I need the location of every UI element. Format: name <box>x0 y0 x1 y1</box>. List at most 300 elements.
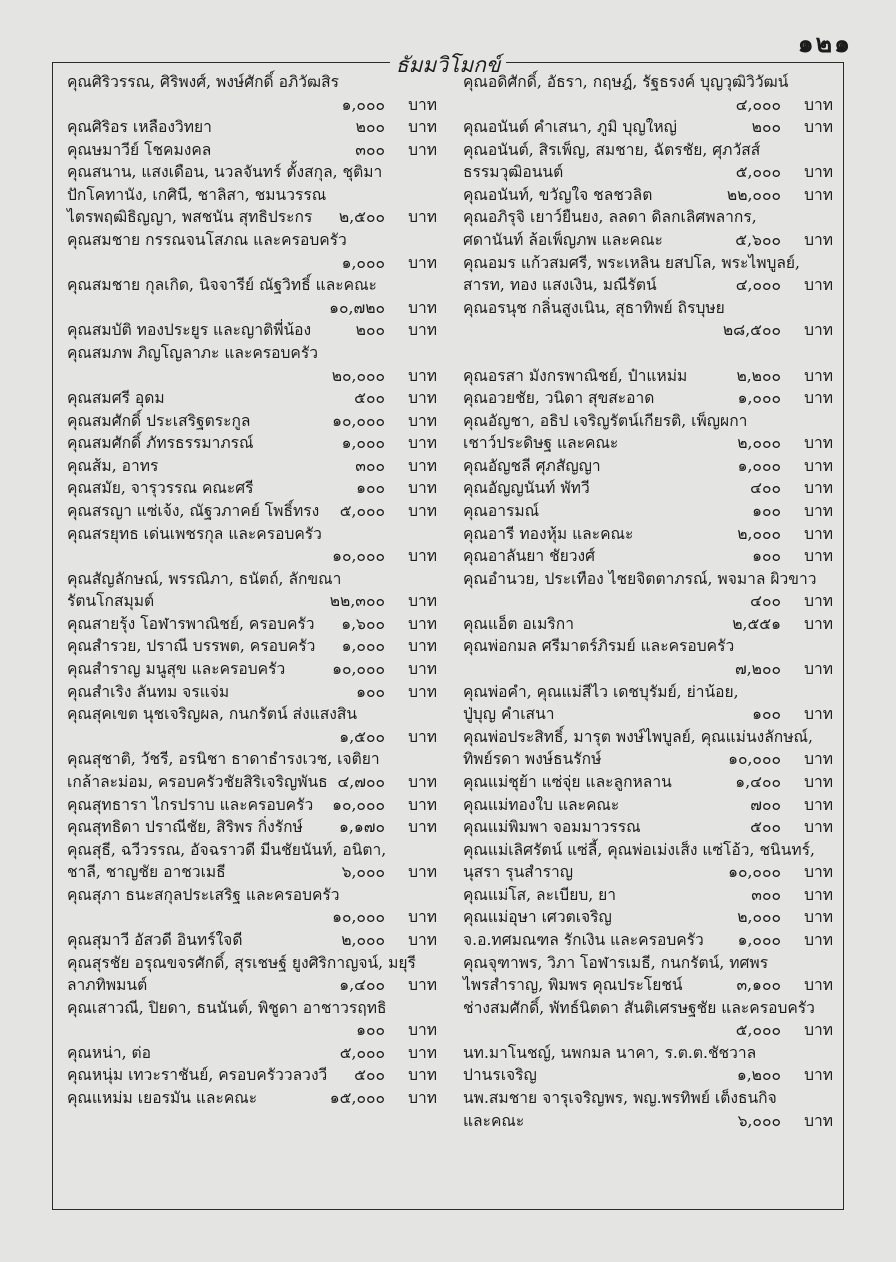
donor-line <box>67 229 437 252</box>
donor-line <box>67 297 437 320</box>
donor-line <box>67 477 437 500</box>
currency-unit: บาท <box>408 479 437 498</box>
donation-amount: ๑๐,๐๐๐ <box>332 908 385 927</box>
currency-unit: บาท <box>804 501 833 520</box>
donation-amount: ๒,๐๐๐ <box>737 524 781 543</box>
donor-line <box>463 1019 833 1042</box>
currency-unit: บาท <box>408 660 437 679</box>
donation-amount: ๑,๐๐๐ <box>341 637 385 656</box>
header-title: ธัมมวิโมกข์ <box>390 53 507 77</box>
donation-amount: ๒๐๐ <box>355 321 385 340</box>
donation-amount: ๑๐,๐๐๐ <box>728 750 781 769</box>
donation-amount: ๑๐,๐๐๐ <box>332 660 385 679</box>
right-donor-column <box>463 71 833 1132</box>
currency-unit: บาท <box>408 298 437 317</box>
donor-name: คุณสมศักดิ์ ภัทรธรรมาภรณ์ <box>67 434 254 453</box>
donor-line <box>463 816 833 839</box>
donor-line <box>67 816 437 839</box>
donation-amount: ๒๘,๕๐๐ <box>722 321 781 340</box>
currency-unit: บาท <box>804 1021 833 1040</box>
donor-name: คุณพ่อประสิทธิ์, มารุต พงษ์ไพบูลย์, คุณแม่นงลักษณ์, <box>463 727 813 746</box>
donor-name: คุณอัญชลี ศุภสัญญา <box>463 456 601 475</box>
currency-unit: บาท <box>804 976 833 995</box>
donor-line <box>463 974 833 997</box>
donor-line <box>67 997 437 1020</box>
donation-amount: ๑๐๐ <box>356 682 385 701</box>
donor-line <box>463 319 833 342</box>
donor-line <box>463 206 833 229</box>
donation-amount: ๑๕,๐๐๐ <box>329 1089 385 1108</box>
donation-amount: ๑,๔๐๐ <box>339 976 385 995</box>
currency-unit: บาท <box>408 389 437 408</box>
donor-name: คุณสุมาวี อัสวดี อินทร์ใจดี <box>67 930 243 949</box>
donor-name: คุณเสาวณี, ปิยดา, ธนนันต์, พิชูดา อาชาวรฤทธิ <box>67 998 387 1017</box>
donor-line <box>67 206 437 229</box>
donor-line <box>463 884 833 907</box>
donor-name: คุณสำเริง ลันทม จรแจ่ม <box>67 682 230 701</box>
donor-line <box>463 681 833 704</box>
currency-unit: บาท <box>408 1021 437 1040</box>
donation-amount: ๕,๐๐๐ <box>735 1021 781 1040</box>
donation-amount: ๑๐,๐๐๐ <box>728 863 781 882</box>
currency-unit: บาท <box>804 118 833 137</box>
donor-line <box>463 929 833 952</box>
donor-name: ช่างสมศักดิ์, พัทธ์นิตดา สันติเศรษฐชัย และครอบครัว <box>463 998 815 1017</box>
donation-amount: ๒,๐๐๐ <box>737 908 781 927</box>
currency-unit: บาท <box>804 592 833 611</box>
donor-line <box>463 861 833 884</box>
donor-name: คุณษมาวีย์ โชคมงคล <box>67 140 212 159</box>
donor-name: คุณอาลันยา ชัยวงศ์ <box>463 547 596 566</box>
donor-name: คุณแม่อุษา เศวตเจริญ <box>463 908 612 927</box>
donor-name: คุณสมบัติ ทองประยูร และญาติพี่น้อง <box>67 321 312 340</box>
donor-line <box>463 1042 833 1065</box>
donor-name: คุณแม่ทองใบ และคณะ <box>463 795 620 814</box>
donor-line <box>67 906 437 929</box>
donor-line <box>463 568 833 591</box>
donation-amount: ๔,๐๐๐ <box>735 95 781 114</box>
donation-amount: ๕,๐๐๐ <box>339 1043 385 1062</box>
donor-line <box>463 794 833 817</box>
donor-line <box>67 681 437 704</box>
donor-line <box>463 658 833 681</box>
donor-line <box>67 500 437 523</box>
donation-amount: ๔๐๐ <box>750 479 781 498</box>
donor-line <box>463 477 833 500</box>
donor-name: ไตรพฤฒิธิญญา, พสชนัน สุทธิประกร <box>67 208 313 227</box>
currency-unit: บาท <box>408 95 437 114</box>
donor-line <box>463 1087 833 1110</box>
donor-name: คุณสุรชัย อรุณขจรศักดิ์, สุรเชษฐ์ ยูงศิริกาญจน์, มยุรี <box>67 953 416 972</box>
donor-name: คุณอรนุช กลิ่นสูงเนิน, สุธาทิพย์ ถิรบุษย <box>463 298 725 317</box>
donor-line <box>67 771 437 794</box>
donor-name: คุณสำรวย, ปราณี บรรพต, ครอบครัว <box>67 637 316 656</box>
donor-line <box>67 274 437 297</box>
donor-name: นท.มาโนชญ์, นพกมล นาคา, ร.ต.ต.ชัชวาล <box>463 1043 757 1062</box>
donation-amount: ๑๐,๗๒๐ <box>329 298 385 317</box>
donor-line <box>67 590 437 613</box>
donor-line <box>67 1019 437 1042</box>
donor-name: คุณพ่อคำ, คุณแม่สีไว เดชบุรัมย์, ย่าน้อย, <box>463 682 739 701</box>
donor-line <box>463 184 833 207</box>
donor-name: และคณะ <box>463 1111 525 1130</box>
donation-amount: ๑๐๐ <box>356 479 385 498</box>
currency-unit: บาท <box>408 118 437 137</box>
donation-amount: ๕,๐๐๐ <box>735 163 781 182</box>
donor-line <box>463 906 833 929</box>
currency-unit: บาท <box>408 456 437 475</box>
currency-unit: บาท <box>408 637 437 656</box>
donor-line <box>463 229 833 252</box>
donation-amount: ๒,๕๐๐ <box>338 208 385 227</box>
donor-line <box>463 365 833 388</box>
donor-line <box>463 432 833 455</box>
donor-line <box>67 319 437 342</box>
currency-unit: บาท <box>408 682 437 701</box>
donation-amount: ๗,๒๐๐ <box>735 660 781 679</box>
donor-name: คุณจุฑาพร, วิภา โอฬารเมธี, กนกรัตน์, ทศพร <box>463 953 769 972</box>
currency-unit: บาท <box>408 614 437 633</box>
currency-unit: บาท <box>804 95 833 114</box>
currency-unit: บาท <box>804 750 833 769</box>
donor-line <box>463 71 833 94</box>
donation-amount: ๑๐,๐๐๐ <box>332 795 385 814</box>
donation-amount: ๖,๐๐๐ <box>341 863 385 882</box>
donation-amount: ๗๐๐ <box>750 795 781 814</box>
donor-line <box>67 726 437 749</box>
donor-name: นพ.สมชาย จารุเจริญพร, พญ.พรทิพย์ เต็งธนกิจ <box>463 1089 777 1108</box>
donor-name: คุณอัญชา, อธิป เจริญรัตน์เกียรติ, เพ็ญผกา <box>463 411 748 430</box>
donor-name: จ.อ.ทศมณฑล รักเงิน และครอบครัว <box>463 930 704 949</box>
donor-line <box>67 71 437 94</box>
donation-amount: ๒,๐๐๐ <box>737 434 781 453</box>
donation-amount: ๒๒,๐๐๐ <box>726 185 781 204</box>
currency-unit: บาท <box>408 366 437 385</box>
currency-unit: บาท <box>408 592 437 611</box>
donor-name: คุณสุทธารา ไกรปราบ และครอบครัว <box>67 795 314 814</box>
page-number: ๑๒๑ <box>797 29 852 58</box>
donor-line <box>67 884 437 907</box>
currency-unit: บาท <box>408 411 437 430</box>
donor-line <box>463 455 833 478</box>
donation-amount: ๑,๕๐๐ <box>339 727 385 746</box>
donation-amount: ๑,๐๐๐ <box>737 456 781 475</box>
donor-line <box>67 974 437 997</box>
donor-name: คุณสมภพ ภิญโญลาภะ และครอบครัว <box>67 343 318 362</box>
donor-line <box>463 771 833 794</box>
donor-name: คุณสุคเขต นุชเจริญผล, กนกรัตน์ ส่งแสงสิน <box>67 705 358 724</box>
donor-name: คุณแม่พิมพา จอมมาวรรณ <box>463 818 641 837</box>
donor-line <box>463 387 833 410</box>
donor-name: คุณสำราญ มนูสุข และครอบครัว <box>67 660 286 679</box>
currency-unit: บาท <box>804 660 833 679</box>
donor-name: สารท, ทอง แสงเงิน, มณีรัตน์ <box>463 276 657 295</box>
donor-name: คุณสรยุทธ เด่นเพชรกุล และครอบครัว <box>67 524 322 543</box>
donation-amount: ๓๐๐ <box>751 885 781 904</box>
donor-line <box>67 1064 437 1087</box>
donor-line <box>67 410 437 433</box>
donor-line <box>463 274 833 297</box>
donation-amount: ๕๐๐ <box>354 1066 385 1085</box>
donor-name: คุณสมชาย กุลเกิด, นิจจารีย์ ณัฐวิทธิ์ และคณะ <box>67 276 377 295</box>
donor-line <box>463 545 833 568</box>
donor-line <box>463 94 833 117</box>
donor-line <box>463 116 833 139</box>
currency-unit: บาท <box>804 524 833 543</box>
donor-name: คุณแอ็ต อเมริกา <box>463 614 574 633</box>
donation-amount: ๑,๖๐๐ <box>341 614 385 633</box>
donor-name: คุณสุธี, ฉวีวรรณ, อัจฉราวดี มีนชัยนันท์, อนิตา, <box>67 840 387 859</box>
donor-name: ชาลี, ชาญชัย อาชวเมธี <box>67 863 226 882</box>
donor-line <box>67 387 437 410</box>
donor-name: คุณแม่ชุย้า แซ่จุ่ย และลูกหลาน <box>463 772 672 791</box>
donor-name: คุณอนันท์, ขวัญใจ ชลชวลิต <box>463 185 653 204</box>
donor-name: คุณอมร แก้วสมศรี, พระเหลิน ยสปโล, พระไพบูลย์, <box>463 253 801 272</box>
donor-name: คุณสมชาย กรรณจนโสภณ และครอบครัว <box>67 231 347 250</box>
donor-name: คุณสัญลักษณ์, พรรณิภา, ธนัตถ์, ลักขณา <box>67 569 342 588</box>
donation-amount: ๑,๐๐๐ <box>737 389 781 408</box>
donor-line <box>67 184 437 207</box>
donor-name: นุสรา รุนสำราญ <box>463 863 573 882</box>
currency-unit: บาท <box>804 366 833 385</box>
donation-amount: ๒๒,๓๐๐ <box>329 592 385 611</box>
donor-name: ปู่บุญ คำเสนา <box>463 705 555 724</box>
donor-name: คุณอภิรุจิ เยาว์ยืนยง, ลลดา ดิลกเลิศพลากร, <box>463 208 757 227</box>
currency-unit: บาท <box>408 818 437 837</box>
donation-amount: ๒๐๐ <box>751 118 781 137</box>
currency-unit: บาท <box>804 321 833 340</box>
donor-line <box>67 794 437 817</box>
donation-amount: ๓,๑๐๐ <box>736 976 781 995</box>
currency-unit: บาท <box>408 434 437 453</box>
donation-amount: ๕๐๐ <box>354 389 385 408</box>
donor-line <box>67 116 437 139</box>
donor-line <box>67 161 437 184</box>
donor-line <box>463 997 833 1020</box>
donor-name: ลาภทิพมนต์ <box>67 976 148 995</box>
donation-amount: ๖,๐๐๐ <box>737 1111 781 1130</box>
donation-amount: ๓๐๐ <box>355 456 385 475</box>
donor-line <box>67 568 437 591</box>
currency-unit: บาท <box>804 795 833 814</box>
donor-line <box>67 952 437 975</box>
currency-unit: บาท <box>804 885 833 904</box>
currency-unit: บาท <box>804 276 833 295</box>
donor-name: คุณอดิศักดิ์, อัธรา, กฤษฎ์, รัฐธรงค์ บุญวุฒิวิวัฒน์ <box>463 73 789 91</box>
donation-amount: ๑๐,๐๐๐ <box>332 411 385 430</box>
donor-line <box>463 297 833 320</box>
donor-line <box>463 952 833 975</box>
donor-name: เชาว์ประดิษฐ และคณะ <box>463 434 619 453</box>
currency-unit: บาท <box>804 818 833 837</box>
donor-line <box>67 1042 437 1065</box>
currency-unit: บาท <box>408 547 437 566</box>
currency-unit: บาท <box>804 614 833 633</box>
currency-unit: บาท <box>408 253 437 272</box>
donation-amount: ๔๐๐ <box>750 592 781 611</box>
donor-name: คุณหนุ่ม เทวะราชันย์, ครอบครัววลวงวี <box>67 1066 328 1085</box>
donation-amount: ๔,๗๐๐ <box>337 772 385 791</box>
currency-unit: บาท <box>804 908 833 927</box>
currency-unit: บาท <box>804 456 833 475</box>
donation-amount: ๕,๐๐๐ <box>339 501 385 520</box>
currency-unit: บาท <box>804 231 833 250</box>
donation-amount: ๒,๒๐๐ <box>736 366 781 385</box>
currency-unit: บาท <box>408 208 437 227</box>
donor-name: คุณสายรุ้ง โอฬารพาณิชย์, ครอบครัว <box>67 614 315 633</box>
donor-line <box>67 748 437 771</box>
currency-unit: บาท <box>804 1066 833 1085</box>
donor-name: คุณสมัย, จารุวรรณ คณะศรี <box>67 479 254 498</box>
donor-line <box>463 635 833 658</box>
donor-line <box>67 861 437 884</box>
donor-line <box>463 613 833 636</box>
currency-unit: บาท <box>408 321 437 340</box>
donor-line <box>463 161 833 184</box>
donor-line <box>463 342 833 365</box>
donor-name: คุณสรญา แซ่เจ้ง, ณัฐวภาคย์ โพธิ์ทรง <box>67 501 320 520</box>
donor-name: คุณอารมณ์ <box>463 501 540 520</box>
donor-line <box>67 94 437 117</box>
donor-name: ปักโคทานัง, เกศินี, ชาลิสา, ชมนวรรณ <box>67 185 327 204</box>
donor-name: คุณอัญญนันท์ พัทวี <box>463 479 590 498</box>
donation-amount: ๒๐๐ <box>355 118 385 137</box>
currency-unit: บาท <box>408 908 437 927</box>
donation-amount: ๑๐,๐๐๐ <box>332 547 385 566</box>
donor-name: คุณอนันต์, สิรเพ็ญ, สมชาย, ฉัตรชัย, ศุภวัสส์ <box>463 140 761 159</box>
donor-line <box>463 1110 833 1133</box>
donor-name: คุณสนาน, แสงเดือน, นวลจันทร์ ตั้งสกุล, ชุติมา <box>67 163 383 182</box>
donor-name: คุณสมศรี อุดม <box>67 389 165 408</box>
donation-amount: ๒๐,๐๐๐ <box>331 366 385 385</box>
currency-unit: บาท <box>804 930 833 949</box>
donor-line <box>67 703 437 726</box>
currency-unit: บาท <box>408 795 437 814</box>
donation-amount: ๑,๔๐๐ <box>735 772 781 791</box>
donor-line <box>463 252 833 275</box>
donor-line <box>67 455 437 478</box>
currency-unit: บาท <box>804 1111 833 1130</box>
donation-amount: ๑,๑๗๐ <box>339 818 385 837</box>
donor-line <box>463 839 833 862</box>
currency-unit: บาท <box>408 1066 437 1085</box>
currency-unit: บาท <box>408 1043 437 1062</box>
donor-line <box>463 703 833 726</box>
donor-line <box>67 635 437 658</box>
currency-unit: บาท <box>804 163 833 182</box>
donor-name: คุณสุภา ธนะสกุลประเสริฐ และครอบครัว <box>67 885 340 904</box>
donor-line <box>67 432 437 455</box>
donor-line <box>67 658 437 681</box>
donor-list-frame <box>52 53 844 1210</box>
donor-name: คุณแม่โส, ละเบียบ, ยา <box>463 885 617 904</box>
donation-amount: ๑,๒๐๐ <box>736 1066 781 1085</box>
donor-line <box>463 410 833 433</box>
donor-name: คุณสุชาติ, วัชรี, อรนิชา ธาดาธำรงเวช, เจติยา <box>67 750 380 769</box>
currency-unit: บาท <box>408 140 437 159</box>
currency-unit: บาท <box>408 727 437 746</box>
donor-line <box>67 365 437 388</box>
donor-name: คุณอรสา มังกรพาณิชย์, ป๋าแหม่ม <box>463 366 688 385</box>
currency-unit: บาท <box>408 863 437 882</box>
donor-name: คุณสมศักดิ์ ประเสริฐตระกูล <box>67 411 251 430</box>
donation-amount: ๒,๐๐๐ <box>341 930 385 949</box>
currency-unit: บาท <box>804 547 833 566</box>
donor-line <box>67 929 437 952</box>
donor-name: คุณสุทธิดา ปราณีชัย, สิริพร กิ่งรักษ์ <box>67 818 303 837</box>
donor-line <box>67 523 437 546</box>
donor-line <box>67 139 437 162</box>
currency-unit: บาท <box>408 930 437 949</box>
donor-name: คุณแหม่ม เยอรมัน และคณะ <box>67 1089 258 1108</box>
donor-name: คุณส้ม, อาทร <box>67 456 159 475</box>
donor-line <box>463 726 833 749</box>
donor-line <box>463 523 833 546</box>
currency-unit: บาท <box>804 434 833 453</box>
donation-amount: ๑,๐๐๐ <box>737 930 781 949</box>
donation-amount: ๕๐๐ <box>750 818 781 837</box>
donor-line <box>463 500 833 523</box>
currency-unit: บาท <box>408 976 437 995</box>
donor-line <box>67 342 437 365</box>
donation-amount: ๒,๕๕๑ <box>732 614 781 633</box>
donor-name: คุณอนันต์ คำเสนา, ภูมิ บุญใหญ่ <box>463 118 677 137</box>
donor-name: คุณศิริอร เหลืองวิทยา <box>67 118 212 137</box>
donation-amount: ๕,๖๐๐ <box>735 231 781 250</box>
donor-name: ไพรสำราญ, พิมพร คุณประโยชน์ <box>463 976 683 995</box>
donor-name: ศดานันท์ ล้อเพ็ญภพ และคณะ <box>463 231 663 250</box>
donor-name: คุณอารี ทองหุ้ม และคณะ <box>463 524 634 543</box>
donor-line <box>67 545 437 568</box>
donor-name: เกล้าละม่อม, ครอบครัวชัยสิริเจริญพันธ <box>67 772 328 791</box>
donation-amount: ๑๐๐ <box>752 501 781 520</box>
donor-name: คุณพ่อกมล ศรีมาตร์ภิรมย์ และครอบครัว <box>463 637 735 656</box>
donation-amount: ๓๐๐ <box>355 140 385 159</box>
donor-line <box>463 1064 833 1087</box>
currency-unit: บาท <box>804 185 833 204</box>
donation-amount: ๑๐๐ <box>752 547 781 566</box>
donor-line <box>67 613 437 636</box>
donor-line <box>463 590 833 613</box>
currency-unit: บาท <box>804 705 833 724</box>
donor-name: คุณอำนวย, ประเทือง ไชยจิตตาภรณ์, พจมาล ผิวขาว <box>463 569 817 588</box>
donation-amount: ๑,๐๐๐ <box>341 95 385 114</box>
currency-unit: บาท <box>408 772 437 791</box>
currency-unit: บาท <box>804 479 833 498</box>
currency-unit: บาท <box>408 1089 437 1108</box>
donation-amount: ๑,๐๐๐ <box>341 253 385 272</box>
donation-amount: ๑,๐๐๐ <box>341 434 385 453</box>
donor-name: ปานรเจริญ <box>463 1066 537 1085</box>
donor-name: คุณอวยชัย, วนิดา สุขสะอาด <box>463 389 655 408</box>
donor-name: คุณหน่า, ต่อ <box>67 1043 151 1062</box>
donor-line <box>67 839 437 862</box>
donation-amount: ๔,๐๐๐ <box>735 276 781 295</box>
donor-line <box>67 252 437 275</box>
donor-name: ธรรมวุฒิอนนต์ <box>463 163 564 182</box>
donor-name: คุณศิริวรรณ, ศิริพงศ์, พงษ์ศักดิ์ อภิวัฒสิร <box>67 73 340 91</box>
currency-unit: บาท <box>804 389 833 408</box>
donation-amount: ๑๐๐ <box>356 1021 385 1040</box>
donor-name: รัตนโกสมุมต์ <box>67 592 155 611</box>
donor-line <box>463 139 833 162</box>
currency-unit: บาท <box>804 863 833 882</box>
donor-line <box>67 1087 437 1110</box>
donor-line <box>463 748 833 771</box>
currency-unit: บาท <box>804 772 833 791</box>
donor-name: ทิพย์รดา พงษ์ธนรักษ์ <box>463 750 602 769</box>
donor-name: คุณแม่เลิศรัตน์ แซ่ลี้, คุณพ่อเม่งเส็ง แซ่โอ้ว, ชนินทร์, <box>463 840 815 859</box>
